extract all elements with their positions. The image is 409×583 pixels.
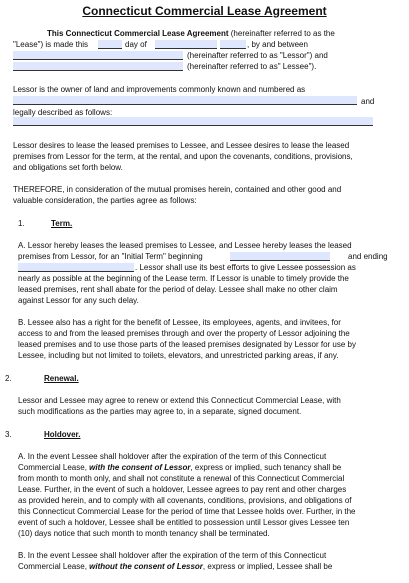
s3a-line-7: event of such a holdover, Lessee shall be entitled to possession until Lessor gives Lessee ten — [18, 518, 350, 527]
s3b-consent-phrase: without the consent of Lessor — [89, 562, 203, 571]
s3a-line-2a: Commercial Lease, — [18, 463, 90, 472]
intro-line-4: (hereinafter referred to as" Lessee"). — [187, 62, 317, 71]
s3a-consent-phrase: with the consent of Lessor — [89, 463, 191, 472]
desire-line-3: and obligations set forth below. — [13, 163, 123, 172]
s3a-line-2 — [18, 463, 341, 474]
s1a-line-2a: premises from Lessor, for an "Initial Term" beginning — [18, 252, 203, 261]
s3a-line-2c: , express or implied, such tenancy shall be — [190, 463, 342, 472]
s3b-line-2a: Commercial Lease, — [18, 562, 90, 571]
section-3-heading: Holdover. — [44, 430, 81, 439]
intro-bold-title: This Connecticut Commercial Lease Agreement — [47, 29, 229, 38]
year-field[interactable] — [220, 40, 246, 49]
s2-line-1: Lessor and Lessee may agree to renew or extend this Connecticut Commercial Lease, with — [18, 396, 341, 405]
s1a-line-4: nearly as possible at the beginning of the Lease term. If Lessor is unable to timely provide the — [18, 274, 349, 283]
desire-line-2: premises from Lessor for the term, at the rental, and upon the covenants, conditions, provisions, — [13, 152, 353, 161]
s1a-line-5: leased premises, rent shall abate for the period of delay. Lessee shall make no other claim — [18, 285, 338, 294]
therefore-line-1: THEREFORE, in consideration of the mutual promises herein, contained and other good and — [13, 185, 342, 194]
s1a-line-6: against Lessor for any such delay. — [18, 296, 139, 305]
s2-line-2: such modifications as the parties may agree to, in a separate, signed document. — [18, 407, 302, 416]
property-address-field[interactable] — [13, 96, 357, 105]
section-1-number: 1. — [18, 219, 25, 228]
intro-line-2a: "Lease") is made this — [13, 40, 89, 49]
section-3-number: 3. — [5, 430, 12, 439]
lessor-name-field[interactable] — [13, 51, 183, 60]
legal-description-field[interactable] — [13, 117, 373, 126]
s3b-line-1: B. In the event Lessee shall holdover after the expiration of the term of this Connecticut — [18, 551, 327, 560]
section-2-heading: Renewal. — [44, 374, 79, 383]
intro-line-3: (hereinafter referred to as "Lessor") and — [187, 51, 328, 60]
intro-line-2c: , by and between — [247, 40, 308, 49]
s1b-line-2: access to and from the leased premises through and over the property of Lessor adjoining the — [18, 329, 350, 338]
owner-line-1: Lessor is the owner of land and improvements commonly known and numbered as — [13, 85, 306, 94]
intro-line-1 — [47, 29, 335, 40]
s1b-line-1: B. Lessee also has a right for the benefit of Lessee, its employees, agents, and invitees, for — [18, 318, 341, 327]
s3a-line-3: from month to month only, and shall not constitute a renewal of this Connecticut Commercial — [18, 474, 345, 483]
s3b-line-2c: , express or implied, Lessee shall be — [202, 562, 333, 571]
s3a-line-6: this Connecticut Commercial Lease for the period of time that Lessee holds over. Further, in the — [18, 507, 356, 516]
document-title: Connecticut Commercial Lease Agreement — [82, 4, 327, 18]
section-1-heading: Term. — [51, 219, 73, 228]
s1a-line-3: . Lessor shall use its best efforts to give Lessee possession as — [135, 263, 356, 272]
s3a-line-5: as provided herein, and to comply with all covenants, conditions, provisions, and obligations of — [18, 496, 352, 505]
s1a-line-2b: and ending — [348, 252, 388, 261]
intro-line-1-rest: (hereinafter referred to as the — [228, 29, 335, 38]
intro-line-2b: day of — [125, 40, 147, 49]
s3a-line-1: A. In the event Lessee shall holdover after the expiration of the term of this Connecticut — [18, 452, 327, 461]
s3a-line-8: (10) days notice that such month to month tenancy shall be terminated. — [18, 529, 270, 538]
s3a-line-4: Lease. Further, in the event of such a holdover, Lessee agrees to pay rent and other charges — [18, 485, 347, 494]
s1a-line-1: A. Lessor hereby leases the leased premises to Lessee, and Lessee hereby leases the leased — [18, 241, 352, 250]
day-field[interactable] — [98, 40, 122, 49]
end-date-field[interactable] — [18, 263, 134, 272]
month-field[interactable] — [155, 40, 217, 49]
start-date-field[interactable] — [230, 252, 330, 261]
lessee-name-field[interactable] — [13, 62, 183, 71]
owner-line-2: legally described as follows: — [13, 108, 113, 117]
s3b-line-2 — [18, 562, 332, 573]
s1b-line-3: leased premises and to use those parts of the leased premises designated by Lessor for use by — [18, 340, 356, 349]
s1b-line-4: Lessee, including but not limited to toilets, elevators, and unrestricted parking areas, if any. — [18, 351, 339, 360]
section-2-number: 2. — [5, 374, 12, 383]
desire-line-1: Lessor desires to lease the leased premises to Lessee, and Lessee desires to lease the leased — [13, 141, 350, 150]
therefore-line-2: valuable consideration, the parties agree as follows: — [13, 196, 197, 205]
owner-and: and — [361, 97, 375, 106]
